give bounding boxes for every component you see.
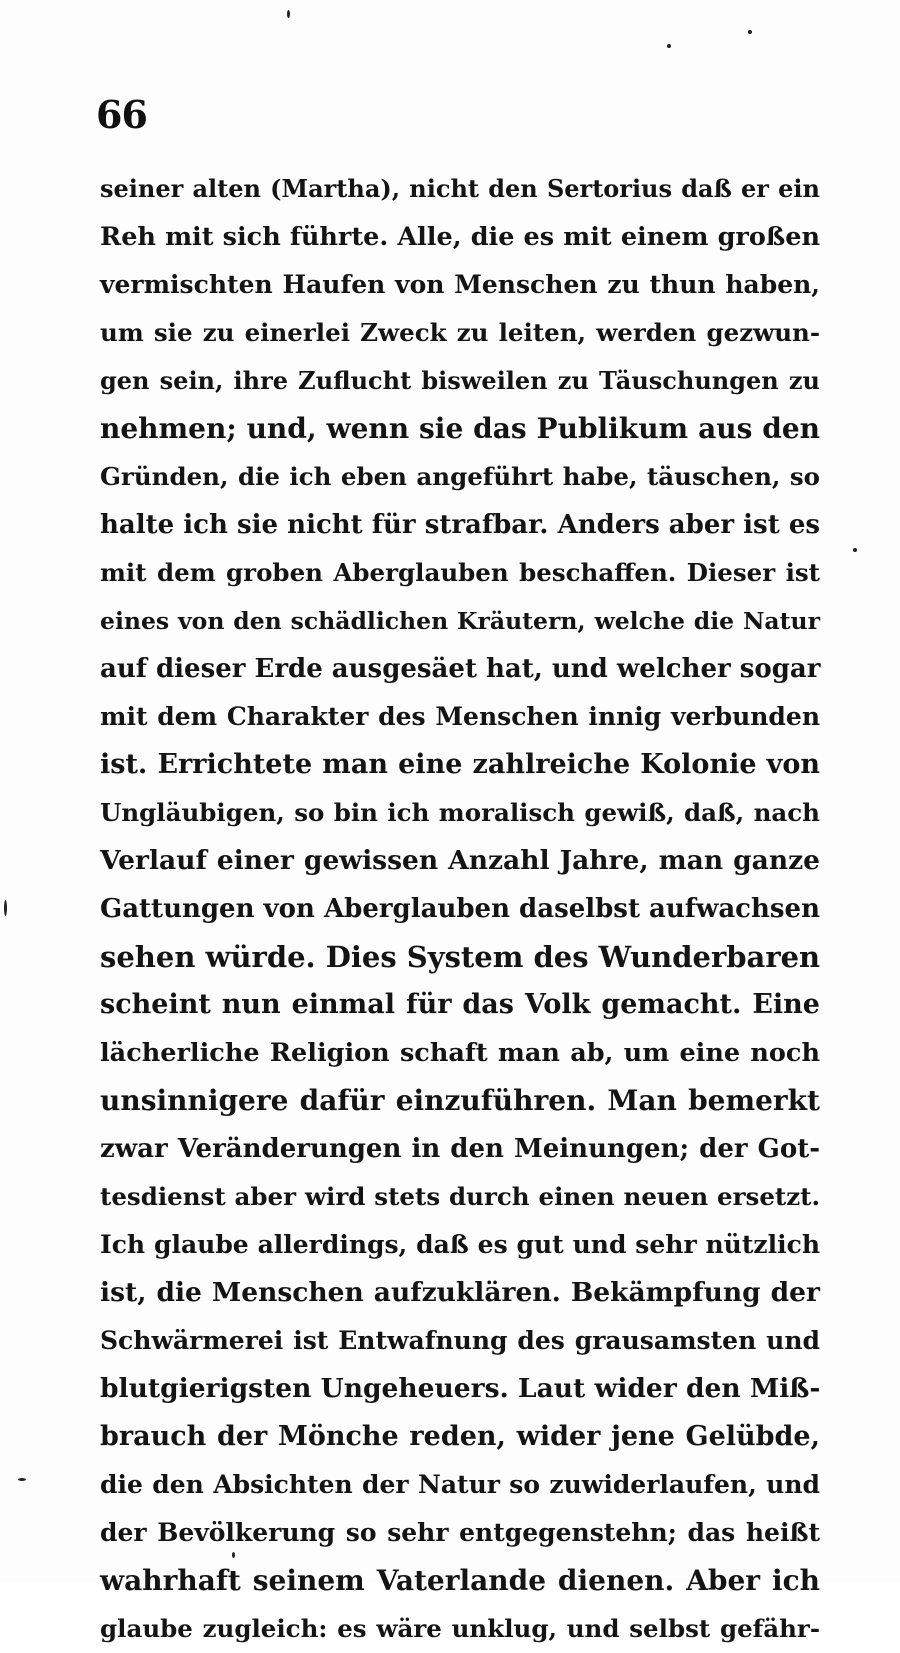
text-line: gen sein, ihre Zuflucht bisweilen zu Täuschungen zu — [100, 366, 820, 395]
text-line: Gattungen von Aberglauben daselbst aufwachsen — [100, 894, 820, 924]
text-line: ist, die Menschen aufzuklären. Bekämpfung der — [100, 1277, 820, 1308]
text-line: um sie zu einerlei Zweck zu leiten, werden gezwun- — [100, 318, 820, 347]
text-line: Schwärmerei ist Entwafnung des grausamsten und — [100, 1326, 820, 1355]
text-line: nehmen; und, wenn sie das Publikum aus den — [100, 412, 820, 445]
text-line: scheint nun einmal für das Volk gemacht. Eine — [100, 989, 820, 1020]
text-line: lächerliche Religion schaft man ab, um eine noch — [100, 1038, 820, 1068]
text-line: vermischten Haufen von Menschen zu thun haben, — [100, 270, 820, 299]
text-line: seiner alten (Martha), nicht den Sertorius daß er ein — [100, 174, 820, 203]
text-line: der Bevölkerung so sehr entgegenstehn; das heißt — [100, 1518, 820, 1547]
body-text — [100, 165, 820, 1653]
text-line: tesdienst aber wird stets durch einen neuen ersetzt. — [100, 1182, 820, 1211]
text-line: unsinnigere dafür einzuführen. Man bemerkt — [100, 1084, 820, 1117]
text-line: Gründen, die ich eben angeführt habe, täuschen, so — [100, 462, 820, 491]
text-line: die den Absichten der Natur so zuwiderlaufen, und — [100, 1470, 820, 1499]
text-line: brauch der Mönche reden, wider jene Gelübde, — [100, 1421, 820, 1452]
scan-speck — [18, 1478, 26, 1481]
scan-speck — [287, 10, 290, 18]
scan-speck — [748, 30, 752, 34]
text-line: glaube zugleich: es wäre unklug, und selbst gefähr- — [100, 1614, 820, 1643]
text-line: mit dem Charakter des Menschen innig verbunden — [100, 702, 820, 731]
scan-speck — [853, 548, 857, 552]
page-number: 66 — [96, 92, 147, 137]
text-line: Reh mit sich führte. Alle, die es mit einem großen — [100, 222, 820, 252]
text-line: halte ich sie nicht für strafbar. Anders aber ist es — [100, 510, 820, 540]
text-line: sehen würde. Dies System des Wunderbaren — [100, 940, 821, 974]
scan-speck — [4, 900, 7, 916]
text-line: eines von den schädlichen Kräutern, welche die Natur — [100, 607, 820, 635]
text-line: ist. Errichtete man eine zahlreiche Kolonie von — [100, 749, 820, 780]
scan-speck — [667, 44, 671, 48]
text-line: Verlauf einer gewissen Anzahl Jahre, man ganze — [100, 845, 820, 876]
text-line: Ich glaube allerdings, daß es gut und sehr nützlich — [100, 1230, 820, 1259]
text-line: Ungläubigen, so bin ich moralisch gewiß, daß, nach — [100, 798, 820, 827]
text-line: mit dem groben Aberglauben beschaffen. Dieser ist — [100, 558, 820, 587]
text-line: zwar Veränderungen in den Meinungen; der Got- — [100, 1134, 820, 1164]
text-line: wahrhaft seinem Vaterlande dienen. Aber ich — [100, 1564, 820, 1597]
scan-speck — [232, 1552, 235, 1558]
text-line: blutgierigsten Ungeheuers. Laut wider den Miß- — [100, 1373, 821, 1404]
text-line: auf dieser Erde ausgesäet hat, und welcher sogar — [100, 654, 821, 684]
